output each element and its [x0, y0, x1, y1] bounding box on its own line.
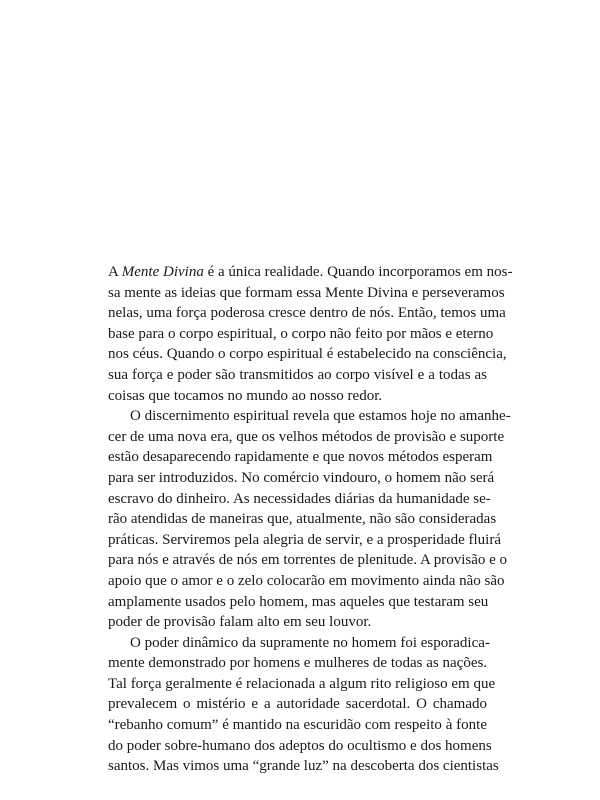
- text-line: O discernimento espiritual revela que estamos hoje no amanhe-: [130, 408, 511, 425]
- text-line: escravo do dinheiro. As necessidades diárias da humanidade se-: [108, 490, 491, 507]
- text-line: estão desaparecendo rapidamente e que novos métodos esperam: [108, 449, 493, 466]
- text-line: sa mente as ideias que formam essa Mente Divina e perseveramos: [108, 284, 505, 301]
- text-line: para ser introduzidos. No comércio vindouro, o homem não será: [108, 469, 495, 486]
- text-line: poder de provisão falam alto em seu louvor.: [108, 614, 372, 631]
- body-text: [108, 262, 513, 777]
- text-line: do poder sobre-humano dos adeptos do ocultismo e dos homens: [108, 737, 492, 754]
- text-line: base para o corpo espiritual, o corpo não feito por mãos e eterno: [108, 325, 494, 342]
- text-line: nelas, uma força poderosa cresce dentro de nós. Então, temos uma: [108, 305, 506, 322]
- text-line: rão atendidas de maneiras que, atualmente, não são consideradas: [108, 511, 497, 528]
- text-line: práticas. Serviremos pela alegria de servir, e a prosperidade fluirá: [108, 531, 501, 548]
- text-line: coisas que tocamos no mundo ao nosso redor.: [108, 387, 383, 404]
- text-line: apoio que o amor e o zelo colocarão em movimento ainda não são: [108, 572, 505, 589]
- text-line: nos céus. Quando o corpo espiritual é estabelecido na consciência,: [108, 346, 507, 363]
- text-line: Tal força geralmente é relacionada a algum rito religioso em que: [108, 675, 496, 692]
- text-line: cer de uma nova era, que os velhos métodos de provisão e suporte: [108, 428, 505, 445]
- italic-term: Mente Divina: [121, 264, 204, 280]
- text-line: mente demonstrado por homens e mulheres de todas as nações.: [108, 655, 488, 672]
- text-line: O poder dinâmico da supramente no homem foi esporadica-: [130, 634, 490, 651]
- text-line: amplamente usados pelo homem, mas aqueles que testaram seu: [108, 593, 489, 610]
- text-line: para nós e através de nós em torrentes de plenitude. A provisão e o: [108, 552, 508, 569]
- text-line: A Mente Divina é a única realidade. Quando incorporamos em nos-: [108, 264, 513, 280]
- text-line: sua força e poder são transmitidos ao corpo visível e a todas as: [108, 366, 487, 383]
- text-line: prevalecem o mistério e a autoridade sacerdotal. O chamado: [108, 696, 487, 713]
- text-line: “rebanho comum” é mantido na escuridão com respeito à fonte: [108, 717, 487, 734]
- text-line: santos. Mas vimos uma “grande luz” na descoberta dos cientistas: [108, 758, 499, 775]
